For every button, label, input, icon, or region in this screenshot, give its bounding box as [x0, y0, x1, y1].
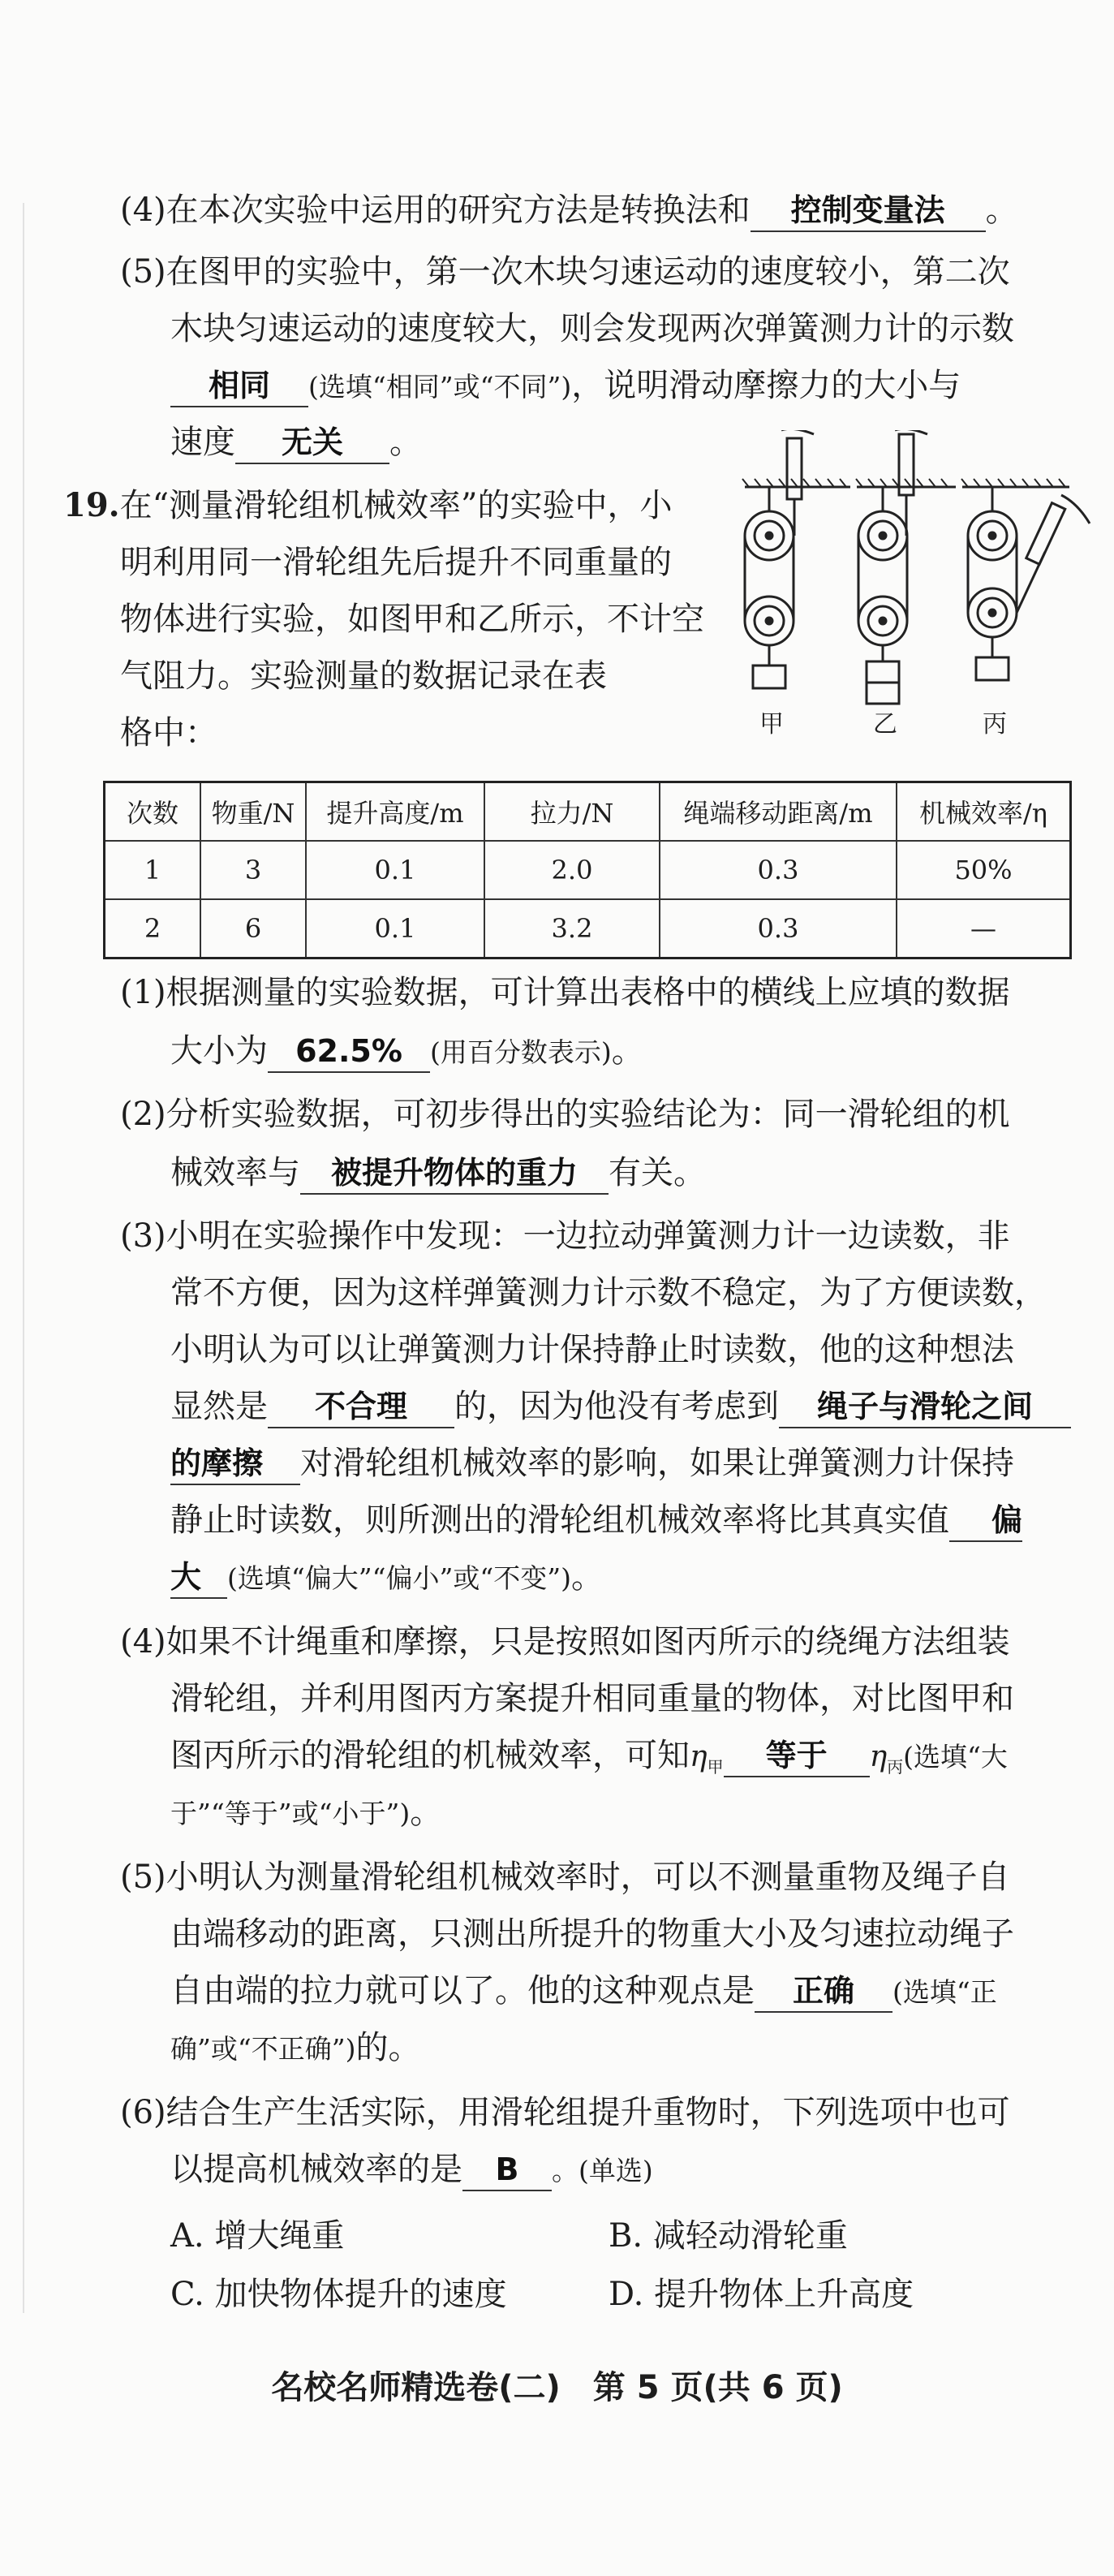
q19-part4-line2: 滑轮组，并利用图丙方案提升相同重量的物体，对比图甲和 — [170, 1680, 1014, 1717]
table-header: 物重/N — [200, 782, 306, 842]
q19-part4-line4: 于”“等于”或“小于”)。 — [170, 1794, 443, 1831]
pulley-system-figure — [737, 430, 1094, 739]
table-row — [105, 899, 1071, 958]
answer-blank: 相同 — [170, 365, 308, 407]
q18-part5-line1: (5)在图甲的实验中，第一次木块匀速运动的速度较小，第二次 — [120, 253, 1010, 291]
q19-part2-line1: (2)分析实验数据，可初步得出的实验结论为：同一滑轮组的机 — [120, 1096, 1010, 1133]
q19-part4-line1: (4)如果不计绳重和摩擦，只是按照如图丙所示的绕绳方法组装 — [120, 1623, 1010, 1661]
table-cell: 0.1 — [306, 899, 484, 958]
q19-part5-line3: 自由端的拉力就可以了。他的这种观点是 正确 (选填“正 — [170, 1969, 997, 2014]
q19-part3-line5: 的摩擦 对滑轮组机械效率的影响，如果让弹簧测力计保持 — [170, 1441, 1014, 1485]
q19-stem-line5: 格中： — [120, 714, 217, 752]
table-cell: 3 — [200, 841, 306, 899]
option-d: D. 提升物体上升高度 — [609, 2276, 914, 2313]
q18-part5-line4: 速度 无关 。 — [170, 420, 422, 464]
answer-blank: 不合理 — [268, 1386, 454, 1428]
q19-part3-line4: 显然是 不合理 的，因为他没有考虑到 绳子与滑轮之间 — [170, 1385, 1071, 1428]
answer-blank: 偏 — [949, 1500, 1022, 1542]
q19-part6-line2: 以提高机械效率的是 B 。(单选) — [170, 2147, 653, 2193]
table-cell: 3.2 — [484, 899, 660, 958]
table-header: 次数 — [105, 782, 201, 842]
q19-stem-line2: 明利用同一滑轮组先后提升不同重量的 — [120, 544, 672, 581]
option-c: C. 加快物体提升的速度 — [170, 2276, 507, 2313]
q18-part5-line2: 木块匀速运动的速度较大，则会发现两次弹簧测力计的示数 — [170, 310, 1014, 347]
answer-blank: 正确 — [755, 1971, 892, 2013]
experiment-data-table — [103, 781, 1072, 959]
table-cell: — — [897, 899, 1071, 958]
q19-part3-line2: 常不方便，因为这样弹簧测力计示数不稳定，为了方便读数， — [170, 1274, 1047, 1312]
figure-label-yi: 乙 — [873, 710, 897, 739]
q19-stem-line1: 19.在“测量滑轮组机械效率”的实验中，小 — [63, 486, 673, 524]
eta-symbol: $\eta_丙$ — [869, 1740, 904, 1777]
answer-blank: 等于 — [724, 1735, 870, 1777]
table-header: 绳端移动距离/m — [660, 782, 897, 842]
table-cell: 1 — [105, 841, 201, 899]
answer-blank: 控制变量法 — [751, 190, 986, 232]
answer-blank: 绳子与滑轮之间 — [779, 1386, 1071, 1428]
table-cell: 2 — [105, 899, 201, 958]
margin-rule — [23, 203, 24, 2313]
answer-blank: 62.5% — [268, 1031, 430, 1073]
q19-part5-line2: 由端移动的距离，只测出所提升的物重大小及匀速拉动绳子 — [170, 1915, 1014, 1953]
table-row — [105, 841, 1071, 899]
q19-stem-line3: 物体进行实验，如图甲和乙所示，不计空 — [120, 601, 704, 638]
q19-part3-line3: 小明认为可以让弹簧测力计保持静止时读数，他的这种想法 — [170, 1331, 1014, 1368]
answer-blank: 的摩擦 — [170, 1443, 300, 1485]
figure-label-jia: 甲 — [759, 710, 784, 739]
table-header-row — [105, 782, 1071, 842]
question-number: 19. — [63, 486, 120, 524]
table-header: 拉力/N — [484, 782, 660, 842]
q18-part4: (4)在本次实验中运用的研究方法是转换法和 控制变量法 。 — [120, 188, 1018, 232]
option-b: B. 减轻动滑轮重 — [609, 2217, 848, 2255]
q19-part3-line1: (3)小明在实验操作中发现：一边拉动弹簧测力计一边读数，非 — [120, 1217, 1010, 1255]
answer-blank: 无关 — [235, 422, 389, 464]
table-cell: 0.3 — [660, 841, 897, 899]
table-cell: 2.0 — [484, 841, 660, 899]
q19-part6-line1: (6)结合生产生活实际，用滑轮组提升重物时，下列选项中也可 — [120, 2094, 1010, 2131]
eta-symbol: $\eta_甲$ — [690, 1740, 724, 1777]
answer-blank: 大 — [170, 1557, 227, 1599]
table-cell: 0.1 — [306, 841, 484, 899]
table-cell: 0.3 — [660, 899, 897, 958]
q19-part2-line2: 械效率与 被提升物体的重力 有关。 — [170, 1151, 706, 1195]
q19-part1-line2: 大小为 62.5% (用百分数表示)。 — [170, 1029, 644, 1075]
answer-blank: 被提升物体的重力 — [300, 1152, 609, 1195]
table-cell: 6 — [200, 899, 306, 958]
option-a: A. 增大绳重 — [170, 2217, 345, 2255]
q19-part3-line6: 静止时读数，则所测出的滑轮组机械效率将比其真实值 偏 — [170, 1498, 1022, 1542]
figure-label-bing: 丙 — [983, 710, 1007, 739]
q19-part5-line1: (5)小明认为测量滑轮组机械效率时，可以不测量重物及绳子自 — [120, 1859, 1010, 1896]
q19-part1-line1: (1)根据测量的实验数据，可计算出表格中的横线上应填的数据 — [120, 974, 1010, 1011]
answer-blank: B — [462, 2149, 552, 2191]
q19-stem-line4: 气阻力。实验测量的数据记录在表 — [120, 657, 607, 695]
table-cell: 50% — [897, 841, 1071, 899]
table-header: 提升高度/m — [306, 782, 484, 842]
q19-part4-line3: 图丙所示的滑轮组的机械效率，可知$\eta_甲$ 等于 $\eta_丙$(选填“大 — [170, 1737, 1008, 1777]
table-header: 机械效率/η — [897, 782, 1071, 842]
page-footer: 名校名师精选卷(二) 第 5 页(共 6 页) — [271, 2369, 843, 2406]
q19-part3-line7: 大 (选填“偏大”“偏小”或“不变”)。 — [170, 1555, 604, 1600]
q19-part5-line4: 确”或“不正确”)的。 — [170, 2029, 421, 2066]
q18-part5-line3: 相同 (选填“相同”或“不同”)，说明滑动摩擦力的大小与 — [170, 364, 961, 409]
